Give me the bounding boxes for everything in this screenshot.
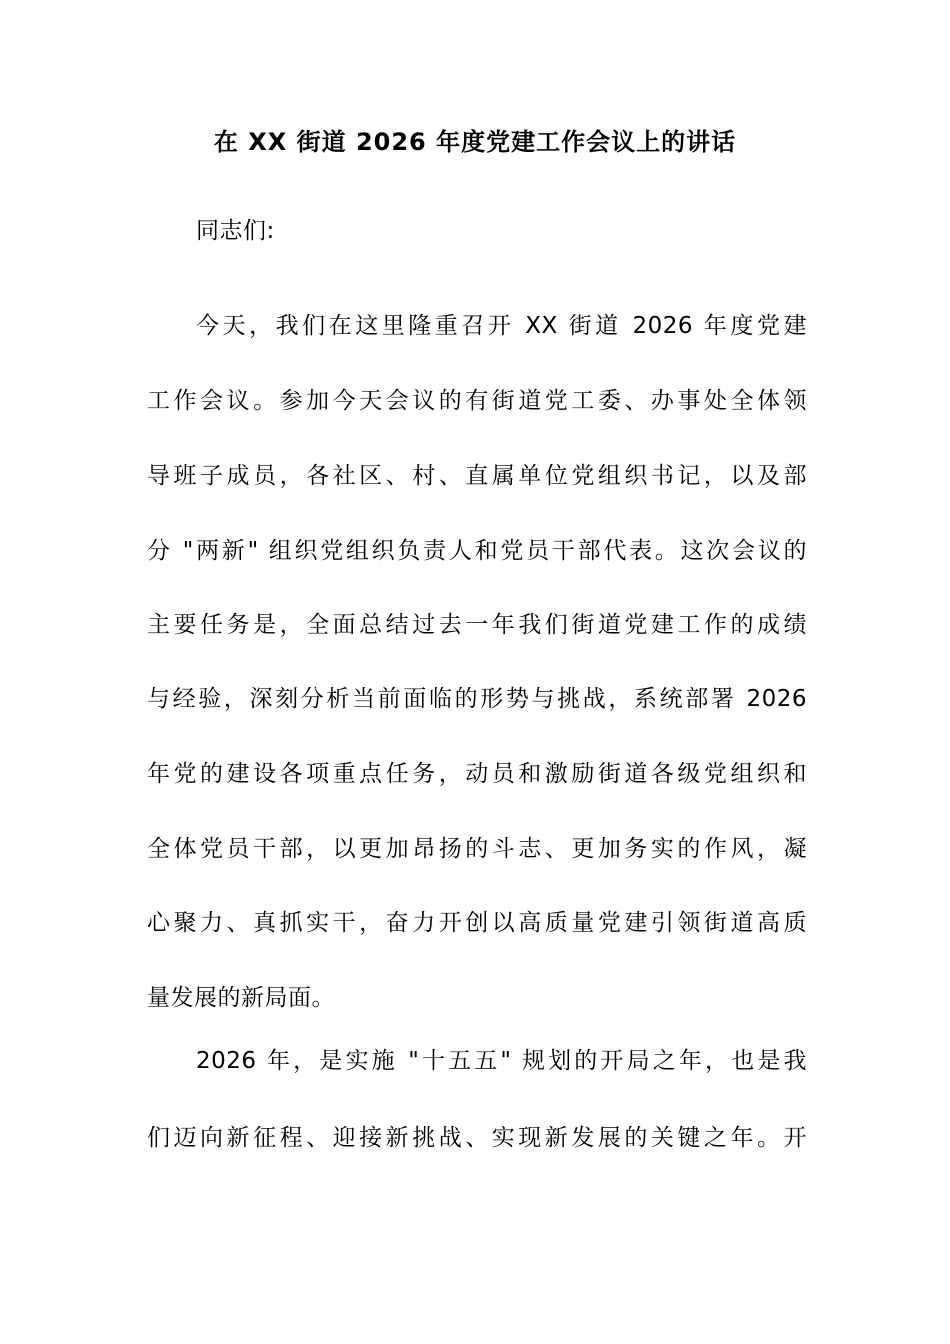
salutation: 同志们: xyxy=(196,218,275,244)
paragraph-line: 全体党员干部，以更加昂扬的斗志、更加务实的作风，凝 xyxy=(147,836,807,862)
document-title: 在 XX 街道 2026 年度党建工作会议上的讲话 xyxy=(213,128,737,156)
paragraph-line: 年党的建设各项重点任务，动员和激励街道各级党组织和 xyxy=(147,761,807,787)
paragraph-line: 2026 年，是实施 "十五五" 规划的开局之年，也是我 xyxy=(196,1048,807,1074)
paragraph-line: 分 "两新" 组织党组织负责人和党员干部代表。这次会议的 xyxy=(147,538,807,564)
paragraph-line: 心聚力、真抓实干，奋力开创以高质量党建引领街道高质 xyxy=(147,910,807,936)
paragraph-line: 主要任务是，全面总结过去一年我们街道党建工作的成绩 xyxy=(147,612,807,638)
paragraph-line: 今天，我们在这里隆重召开 XX 街道 2026 年度党建 xyxy=(196,313,807,339)
paragraph-line: 导班子成员，各社区、村、直属单位党组织书记，以及部 xyxy=(147,463,807,489)
paragraph-line: 量发展的新局面。 xyxy=(147,985,335,1011)
paragraph-line: 们迈向新征程、迎接新挑战、实现新发展的关键之年。开 xyxy=(147,1125,807,1151)
paragraph-line: 与经验，深刻分析当前面临的形势与挑战，系统部署 2026 xyxy=(147,686,807,712)
paragraph-line: 工作会议。参加今天会议的有街道党工委、办事处全体领 xyxy=(147,388,807,414)
